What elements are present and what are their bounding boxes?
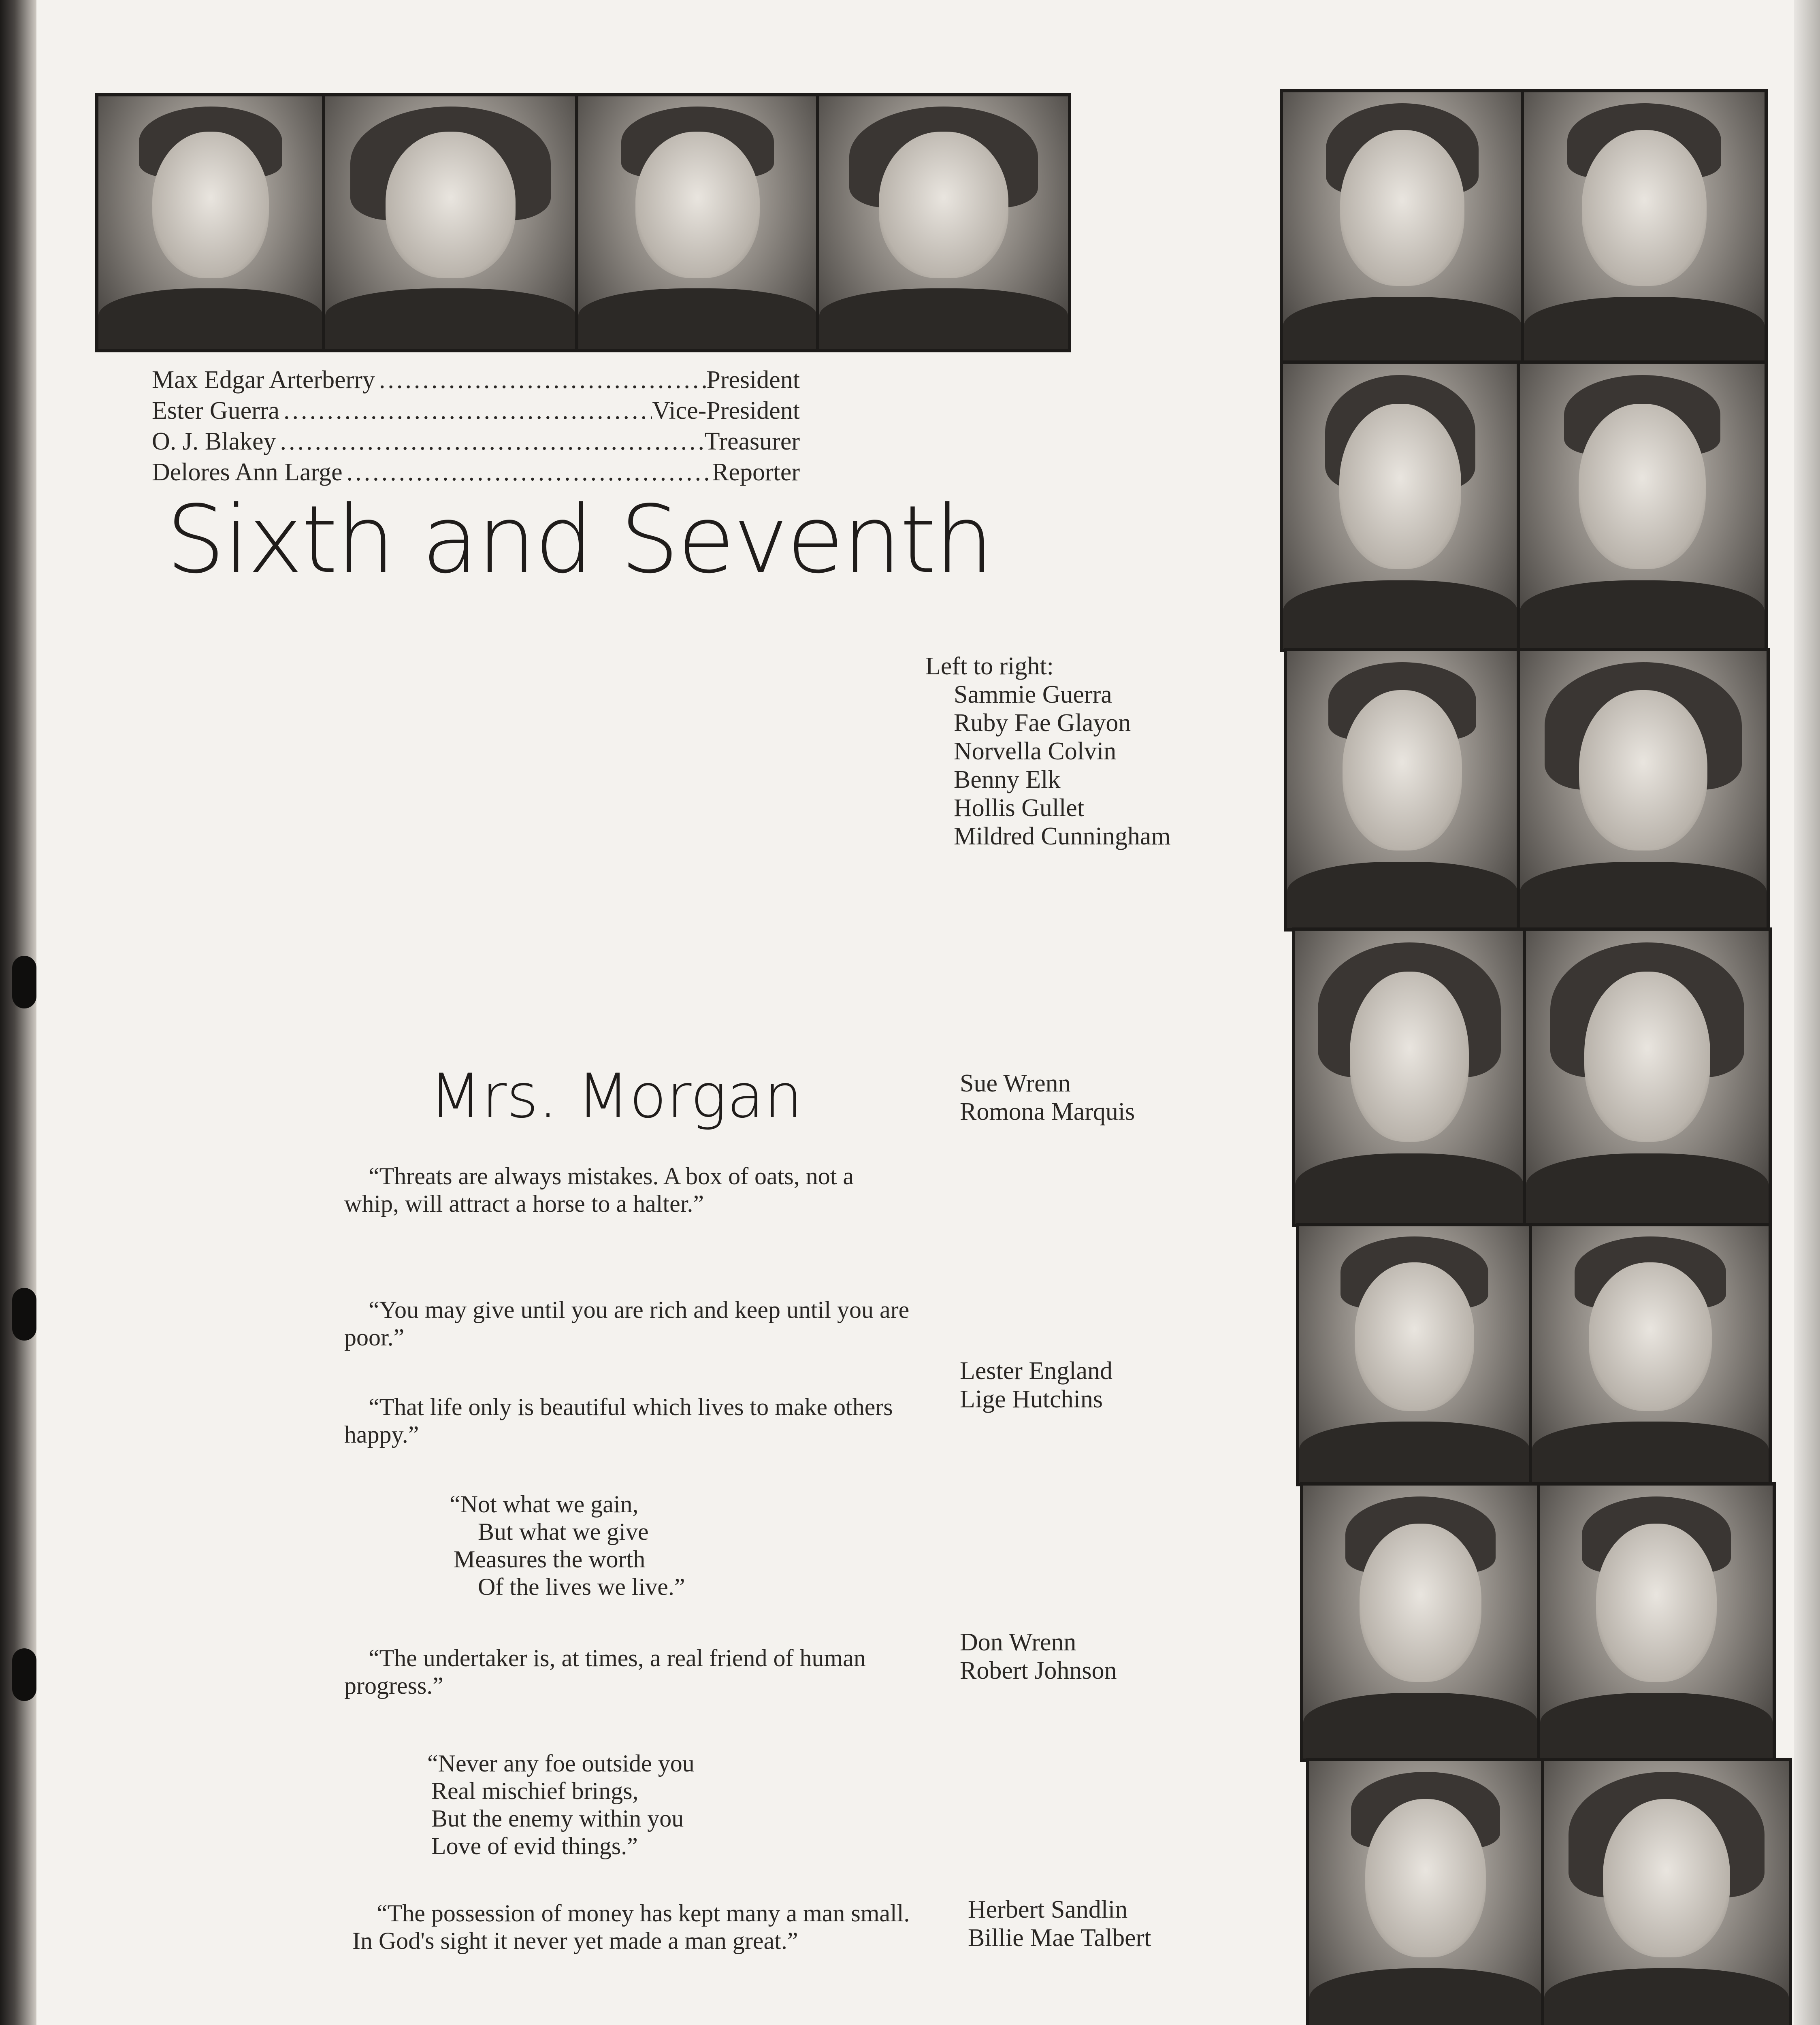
- verse: [450, 1490, 814, 1601]
- quote: [344, 1393, 911, 1448]
- student-photo: [1521, 89, 1768, 364]
- quote: [344, 1162, 911, 1217]
- student-name: Sue Wrenn: [960, 1070, 1071, 1097]
- student-name: Herbert Sandlin: [968, 1896, 1128, 1923]
- leader-dots: [375, 364, 706, 395]
- student-photo: [1280, 89, 1525, 364]
- verse-line: Measures the worth: [454, 1546, 646, 1573]
- student-photo: [1306, 1758, 1545, 2025]
- officer-name: Max Edgar Arterberry: [152, 366, 375, 394]
- student-photo: [1292, 927, 1527, 1227]
- quote: [352, 1899, 927, 1955]
- student-photo: [1537, 1482, 1776, 1762]
- quote-text: “Threats are always mistakes. A box of oats, not a whip, will attract a horse to a halter.”: [344, 1163, 854, 1217]
- verse-line: Of the lives we live.”: [478, 1573, 685, 1600]
- caption-group: [960, 1357, 1112, 1413]
- officer-name: O. J. Blakey: [152, 428, 276, 455]
- quote-text: “The possession of money has kept many a man small. In God's sight it never yet made a man great.”: [352, 1900, 910, 1954]
- quote: [344, 1644, 919, 1699]
- officer-row: [152, 395, 800, 426]
- student-photo: [1517, 648, 1770, 932]
- officer-role: President: [706, 366, 800, 394]
- student-photo: [1517, 360, 1768, 652]
- page-edge: [1794, 0, 1820, 2025]
- officer-name: Ester Guerra: [152, 397, 279, 424]
- student-photo: [1300, 1482, 1541, 1762]
- student-name: Lige Hutchins: [960, 1386, 1103, 1413]
- leader-dots: [276, 426, 705, 457]
- student-photo: [95, 93, 326, 352]
- student-name: Sammie Guerra: [954, 681, 1112, 708]
- officers-list: [152, 364, 800, 488]
- student-photo: [1280, 360, 1521, 652]
- student-name: Billie Mae Talbert: [968, 1924, 1151, 1952]
- verse: [427, 1750, 832, 1860]
- quote-text: “You may give until you are rich and keep until you are poor.”: [344, 1296, 910, 1351]
- verse-line: Real mischief brings,: [431, 1778, 639, 1804]
- binder-hole: [12, 1648, 36, 1701]
- binding-shadow: [0, 0, 36, 2025]
- verse-line: But what we give: [478, 1518, 649, 1545]
- verse-line: But the enemy within you: [431, 1805, 684, 1832]
- student-name: Robert Johnson: [960, 1657, 1117, 1684]
- caption-group: [968, 1895, 1151, 1952]
- verse-line: “Never any foe outside you: [427, 1750, 695, 1777]
- leader-dots: [343, 457, 712, 488]
- caption-group: [925, 652, 1171, 850]
- caption-group: [960, 1069, 1135, 1126]
- student-photo: [816, 93, 1071, 352]
- student-photo: [1284, 648, 1521, 932]
- student-photo: [575, 93, 820, 352]
- student-name: Norvella Colvin: [954, 738, 1117, 765]
- quote-text: “The undertaker is, at times, a real friend of human progress.”: [344, 1645, 866, 1699]
- verse-line: Love of evid things.”: [431, 1833, 638, 1859]
- student-photo: [1541, 1758, 1792, 2025]
- caption-intro: Left to right:: [925, 652, 1054, 680]
- officer-row: [152, 426, 800, 457]
- verse-line: “Not what we gain,: [450, 1491, 639, 1518]
- student-name: Lester England: [960, 1357, 1113, 1385]
- student-photo: [1296, 1223, 1533, 1486]
- officer-row: [152, 457, 800, 488]
- officer-role: Vice-President: [652, 397, 800, 424]
- officer-name: Delores Ann Large: [152, 458, 343, 486]
- caption-group: [960, 1628, 1117, 1685]
- page-title: Sixth and Seventh: [166, 486, 992, 594]
- student-name: Mildred Cunningham: [954, 823, 1171, 850]
- quote-text: “That life only is beautiful which lives to make others happy.”: [344, 1394, 893, 1448]
- officer-row: [152, 364, 800, 395]
- leader-dots: [279, 395, 652, 426]
- teacher-name: Mrs. Morgan: [429, 1061, 803, 1132]
- binder-hole: [12, 1288, 36, 1341]
- student-name: Romona Marquis: [960, 1098, 1135, 1125]
- student-name: Don Wrenn: [960, 1629, 1076, 1656]
- student-name: Ruby Fae Glayon: [954, 709, 1131, 737]
- student-photo: [1523, 927, 1772, 1227]
- binder-hole: [12, 956, 36, 1008]
- officer-role: Treasurer: [704, 428, 800, 455]
- student-name: Benny Elk: [954, 766, 1061, 793]
- student-name: Hollis Gullet: [954, 794, 1085, 822]
- student-photo: [1529, 1223, 1772, 1486]
- officer-role: Reporter: [712, 458, 800, 486]
- student-photo: [322, 93, 579, 352]
- quote: [344, 1296, 911, 1351]
